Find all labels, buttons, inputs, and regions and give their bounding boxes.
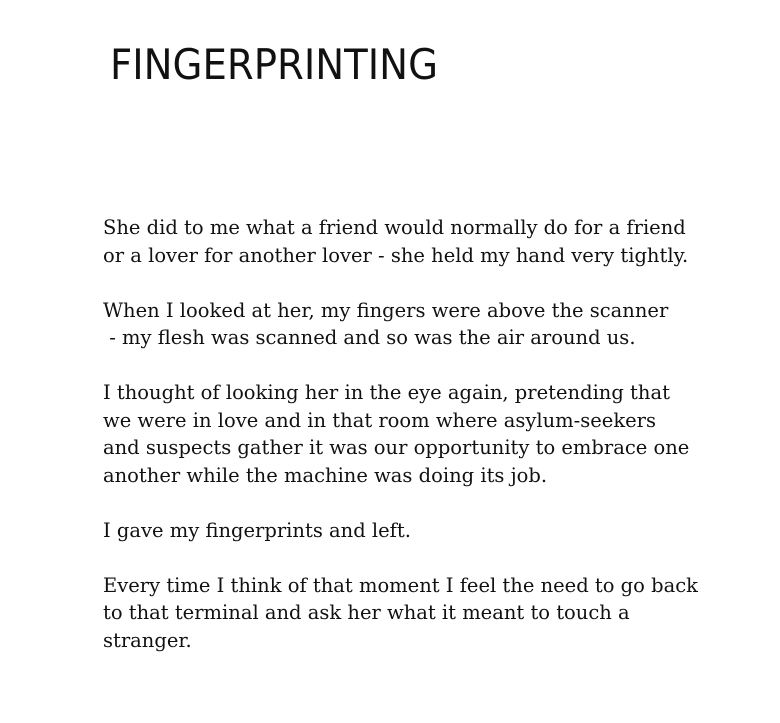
stanza bbox=[103, 214, 698, 269]
poem-line: to that terminal and ask her what it meant to touch a bbox=[103, 601, 630, 624]
poem-line: stranger. bbox=[103, 628, 192, 652]
poem-line: another while the machine was doing its job. bbox=[103, 463, 548, 487]
poem-line: we were in love and in that room where asylum-seekers bbox=[103, 408, 656, 432]
poem-line: Every time I think of that moment I feel the need to go back bbox=[103, 573, 698, 597]
poem-title: FINGERPRINTING bbox=[110, 40, 439, 89]
poem-line: When I looked at her, my fingers were above the scanner bbox=[103, 298, 669, 322]
stanza bbox=[103, 517, 698, 545]
stanza bbox=[103, 297, 698, 352]
poem-body bbox=[103, 214, 698, 682]
poem-line: or a lover for another lover - she held my hand very tightly. bbox=[103, 243, 689, 267]
poem-line: and suspects gather it was our opportunity to embrace one bbox=[103, 436, 690, 459]
stanza bbox=[103, 379, 698, 489]
stanza bbox=[103, 572, 698, 655]
poem-line: - my flesh was scanned and so was the air around us. bbox=[103, 326, 636, 349]
poem-line: I gave my fingerprints and left. bbox=[103, 518, 411, 542]
poem-line: I thought of looking her in the eye again, pretending that bbox=[103, 381, 670, 404]
poem-line: She did to me what a friend would normally do for a friend bbox=[103, 216, 686, 239]
